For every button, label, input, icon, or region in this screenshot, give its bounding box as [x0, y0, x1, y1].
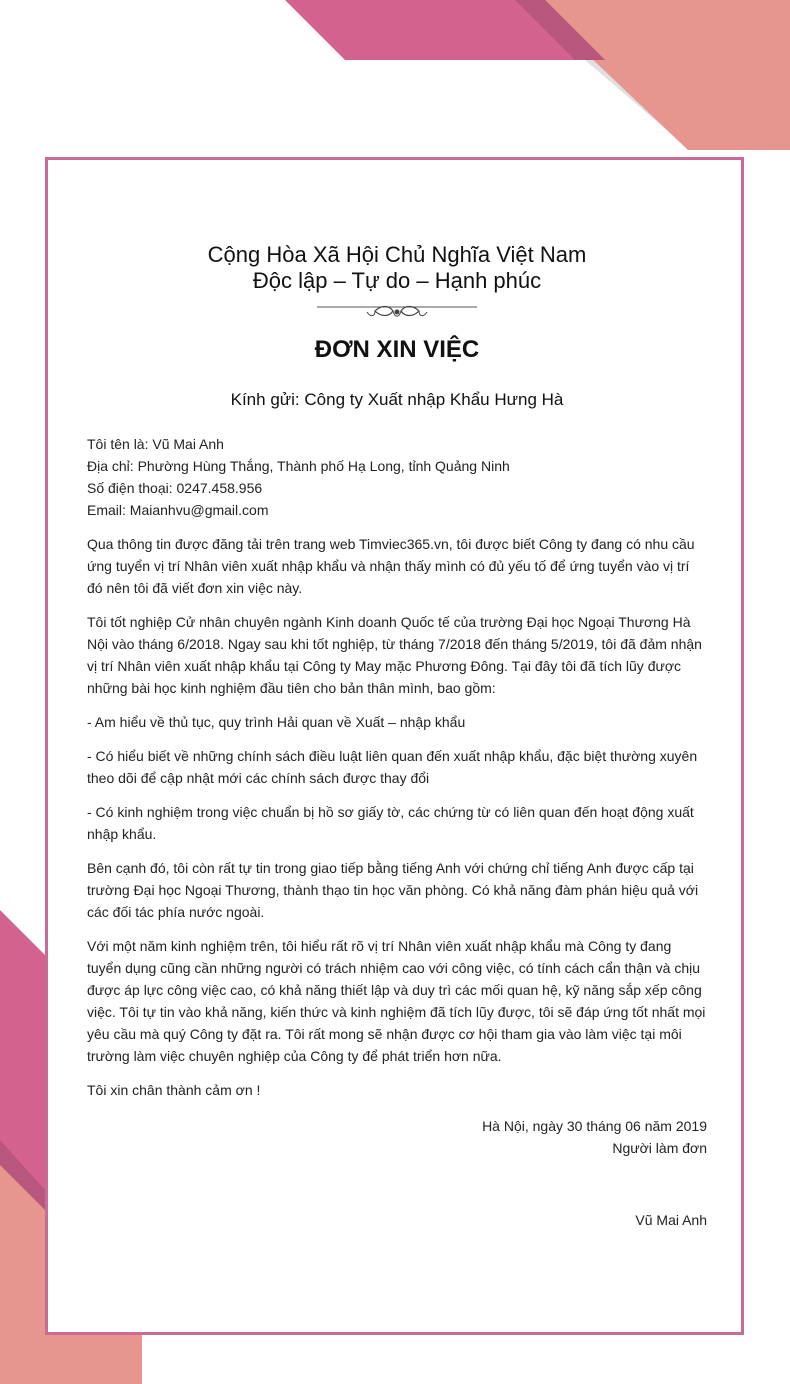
letter-content — [87, 160, 707, 1231]
applicant-email: Email: Maianhvu@gmail.com — [87, 502, 269, 518]
applicant-address: Địa chỉ: Phường Hùng Thắng, Thành phố Hạ Long, tỉnh Quảng Ninh — [87, 458, 510, 474]
letter-recipient: Kính gửi: Công ty Xuất nhập Khẩu Hưng Hà — [230, 390, 564, 409]
signature-date: Hà Nội, ngày 30 tháng 06 năm 2019 — [482, 1118, 707, 1134]
letter-bullet: - Am hiểu về thủ tục, quy trình Hải quan về Xuất – nhập khẩu — [87, 714, 466, 730]
letter-bullet: - Có kinh nghiệm trong việc chuẩn bị hồ sơ giấy tờ, các chứng từ có liên quan đến hoạt động xuất nhập khẩu. — [87, 804, 694, 842]
letter-closing: Tôi xin chân thành cảm ơn ! — [87, 1082, 261, 1098]
letter-paragraph: Qua thông tin được đăng tải trên trang web Timviec365.vn, tôi được biết Công ty đang có nhu cầu ứng tuyển vị trí Nhân viên xuất nhập khẩu và nhận thấy mình có đủ yếu tố để ứng tuyển vào vị trí đó nên tôi đã viết đơn xin việc này. — [87, 536, 695, 596]
letter-paragraph: Với một năm kinh nghiệm trên, tôi hiểu rất rõ vị trí Nhân viên xuất nhập khẩu mà Công ty đang tuyển dụng cũng cần những người có trách nhiệm cao với công việc, có tính cách cẩn thận và chịu được áp lực công việc cao, có khả năng thiết lập và duy trì các mối quan hệ, kỹ năng sắp xếp công việc. Tôi tự tin vào khả năng, kiến thức và kinh nghiệm đã tích lũy được, tôi sẽ đáp ứng tốt nhất mọi yêu cầu mà quý Công ty đặt ra. Tôi rất mong sẽ nhận được cơ hội tham gia vào làm việc tại môi trường làm việc chuyên nghiệp của Công ty để phát triển hơn nữa. — [87, 938, 706, 1064]
letter-title: ĐƠN XIN VIỆC — [314, 336, 480, 363]
applicant-name: Tôi tên là: Vũ Mai Anh — [87, 436, 224, 452]
national-header-line-2: Độc lập – Tự do – Hạnh phúc — [252, 268, 542, 293]
flourish-divider-icon — [317, 302, 477, 322]
letter-paragraph: Tôi tốt nghiệp Cử nhân chuyên ngành Kinh doanh Quốc tế của trường Đại học Ngoại Thương Hà Nội vào tháng 6/2018. Ngay sau khi tốt nghiệp, từ tháng 7/2018 đến tháng 5/2019, tôi đã đảm nhận vị trí Nhân viên xuất nhập khẩu tại Công ty May mặc Phương Đông. Tại đây tôi đã tích lũy được những bài học kinh nghiệm đầu tiên cho bản thân mình, bao gồm: — [87, 614, 702, 696]
signature-name: Vũ Mai Anh — [635, 1212, 707, 1228]
decor-shape — [530, 0, 790, 150]
letter-paper — [45, 157, 744, 1335]
signature-role: Người làm đơn — [612, 1140, 707, 1156]
applicant-phone: Số điện thoại: 0247.458.956 — [87, 480, 263, 496]
letter-paragraph: Bên cạnh đó, tôi còn rất tự tin trong giao tiếp bằng tiếng Anh với chứng chỉ tiếng Anh được cấp tại trường Đại học Ngoại Thương, thành thạo tin học văn phòng. Có khả năng đàm phán hiệu quả với các đối tác phía nước ngoài. — [87, 860, 699, 920]
applicant-info — [87, 433, 707, 521]
national-header-line-1: Cộng Hòa Xã Hội Chủ Nghĩa Việt Nam — [207, 242, 587, 267]
letter-bullet: - Có hiểu biết về những chính sách điều luật liên quan đến xuất nhập khẩu, đặc biệt thường xuyên theo dõi để cập nhật mới các chính sách được thay đổi — [87, 748, 698, 786]
